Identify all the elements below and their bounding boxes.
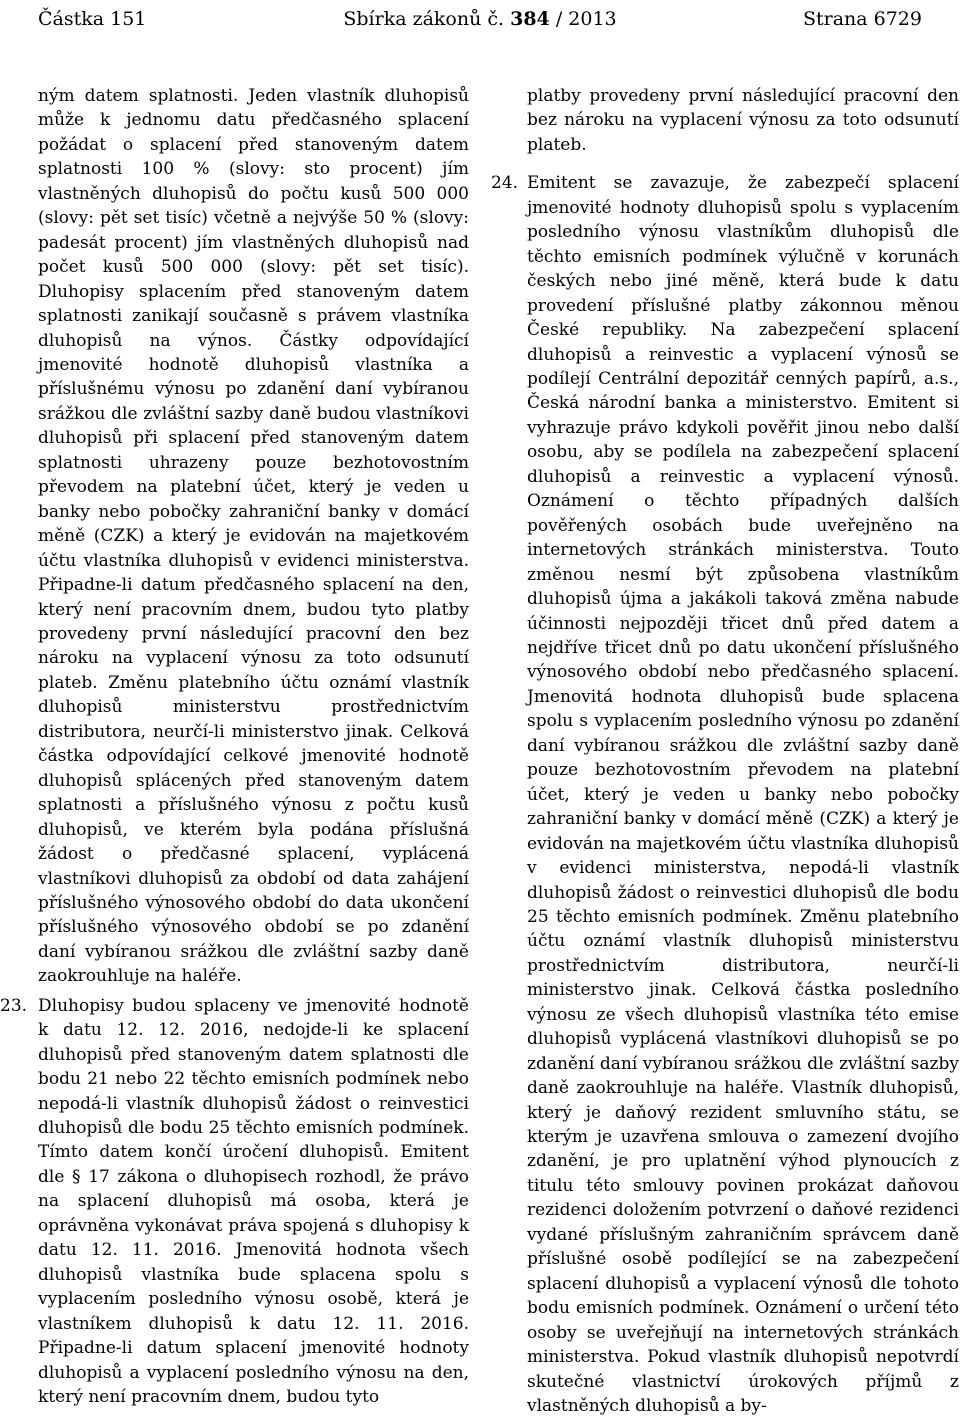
header-part-number: Částka 151 [38,8,147,30]
list-item-23 [0,994,469,1410]
page-header [38,4,922,34]
header-page-number: Strana 6729 [802,8,922,30]
list-item-text: Emitent se zavazuje, že zabezpečí splacení jmenovité hodnoty dluhopisů spolu s vyplacením posledního výnosu vlastníkům dluhopisů dle těchto emisních podmínek výlučně v korunách českých nebo jiné měně, která bude k datu provedení příslušné platby zákonnou měnou České republiky. Na zabezpečení splacení dluhopisů a reinvestic a vyplacení výnosů se podílejí Centrální depozitář cenných papírů, a.s., Česká národní banka a ministerstvo. Emitent si vyhrazuje právo kdykoli pověřit jinou nebo další osobu, aby se podílela na zabezpečení splacení dluhopisů a reinvestic a vyplacení výnosů. Oznámení o těchto případných dalších pověřených osobách bude uveřejněno na internetových stránkách ministerstva. Touto změnou nesmí být způsobena vlastníkům dluhopisů újma a jakákoli taková změna nabude účinnosti nejpozději třicet dnů před datem a nejdříve třicet dnů po datu ukončení příslušného výnosového období nebo předčasného splacení. Jmenovitá hodnota dluhopisů bude splacena spolu s vyplacením posledního výnosu po zdanění daní vybíranou srážkou dle zvláštní sazby daně pouze bezhotovostním převodem na platební účet, který je veden u banky nebo pobočky zahraniční banky v domácí měně (CZK) a který je evidován na majetkovém účtu vlastníka dluhopisů v evidenci ministerstva, nepodá-li vlastník dluhopisů žádost o reinvestici dluhopisů dle bodu 25 těchto emisních podmínek. Změnu platebního účtu oznámí vlastník dluhopisů ministerstvu prostřednictvím distributora, neurčí-li ministerstvo jinak. Celková částka posledního výnosu ze všech dluhopisů vlastníka této emise dluhopisů vyplácená vlastníkovi dluhopisů se po zdanění daní vybíranou srážkou dle zvláštní sazby daně zaokrouhluje na haléře. Vlastník dluhopisů, který je daňový rezident smluvního státu, se kterým je uzavřena smlouva o zamezení dvojího zdanění, je pro uplatnění výhod plynoucích z titulu této smlouvy povinen prokázat daňovou rezidenci doložením potvrzení o daňové rezidenci vydané příslušným zahraničním správcem daně příslušné osobě podílející se na zabezpečení splacení dluhopisů a vyplacení výnosů dle tohoto bodu emisních podmínek. Oznámení o určení této osoby se uveřejňují na internetových stránkách ministerstva. Pokud vlastník dluhopisů nepotvrdí skutečné vlastnictví úrokových příjmů z vlastněných dluhopisů a by- [527,173,959,1417]
header-collection-title [38,6,922,32]
list-item-number: 23. [0,995,28,1016]
left-intro-paragraph: ným datem splatnosti. Jeden vlastník dluhopisů může k jednomu datu předčasného splacení požádat o splacení před stanoveným datem splatnosti 100 % (slovy: sto procent) jím vlastněných dluhopisů do počtu kusů 500 000 (slovy: pět set tisíc) včetně a nejvýše 50 % (slovy: padesát procent) jím vlastněných dluhopisů nad počet kusů 500 000 (slovy: pět set tisíc). Dluhopisy splacením před stanoveným datem splatnosti zanikají současně s právem vlastníka dluhopisů na výnos. Částky odpovídající jmenovité hodnotě dluhopisů vlastníka a příslušnému výnosu po zdanění daní vybíranou srážkou dle zvláštní sazby daně budou vlastníkovi dluhopisů při splacení před stanoveným datem splatnosti uhrazeny pouze bezhotovostním převodem na platební účet, který je veden u banky nebo pobočky zahraniční banky v domácí měně (CZK) a který je evidován na majetkovém účtu vlastníka dluhopisů v evidenci ministerstva. Připadne-li datum předčasného splacení na den, který není pracovním dnem, budou tyto platby provedeny první následující pracovní den bez nároku na vyplacení výnosu za toto odsunutí plateb. Změnu platebního účtu oznámí vlastník dluhopisů ministerstvu prostřednictvím distributora, neurčí-li ministerstvo jinak. Celková částka odpovídající celkové jmenovité hodnotě dluhopisů splácených před stanoveným datem splatnosti a příslušného výnosu z počtu kusů dluhopisů, ve kterém byla podána příslušná žádost o předčasné splacení, vyplácená vlastníkovi dluhopisů za období od data zahájení příslušného výnosového období do data ukončení příslušného výnosového období se po zdanění daní vybíranou srážkou dle zvláštní sazby daně zaokrouhluje na haléře. [38,86,469,987]
header-collection-suffix: / 2013 [555,8,617,30]
list-item-text: Dluhopisy budou splaceny ve jmenovité hodnotě k datu 12. 12. 2016, nedojde-li ke splacení dluhopisů před stanoveným datem splatnosti dle bodu 21 nebo 22 těchto emisních podmínek nebo nepodá-li vlastník dluhopisů žádost o reinvestici dluhopisů dle bodu 25 těchto emisních podmínek. Tímto datem končí úročení dluhopisů. Emitent dle § 17 zákona o dluhopisech rozhodl, že právo na splacení dluhopisů má osoba, která je oprávněna vykonávat práva spojená s dluhopisy k datu 12. 11. 2016. Jmenovitá hodnota všech dluhopisů vlastníka bude splacena spolu s vyplacením posledního výnosu osobě, která je vlastníkem dluhopisů k datu 12. 11. 2016. Připadne-li datum splacení jmenovité hodnoty dluhopisů a vyplacení posledního výnosu na den, který není pracovním dnem, budou tyto [38,995,469,1408]
right-column [491,84,959,1418]
header-collection-number: 384 [510,8,550,30]
header-collection-prefix: Sbírka zákonů č. [343,8,505,30]
list-item-24 [491,171,959,1418]
right-intro-paragraph: platby provedeny první následující pracovní den bez nároku na vyplacení výnosu za toto odsunutí plateb. [527,86,959,155]
left-column [0,84,469,1409]
list-item-number: 24. [491,173,519,194]
